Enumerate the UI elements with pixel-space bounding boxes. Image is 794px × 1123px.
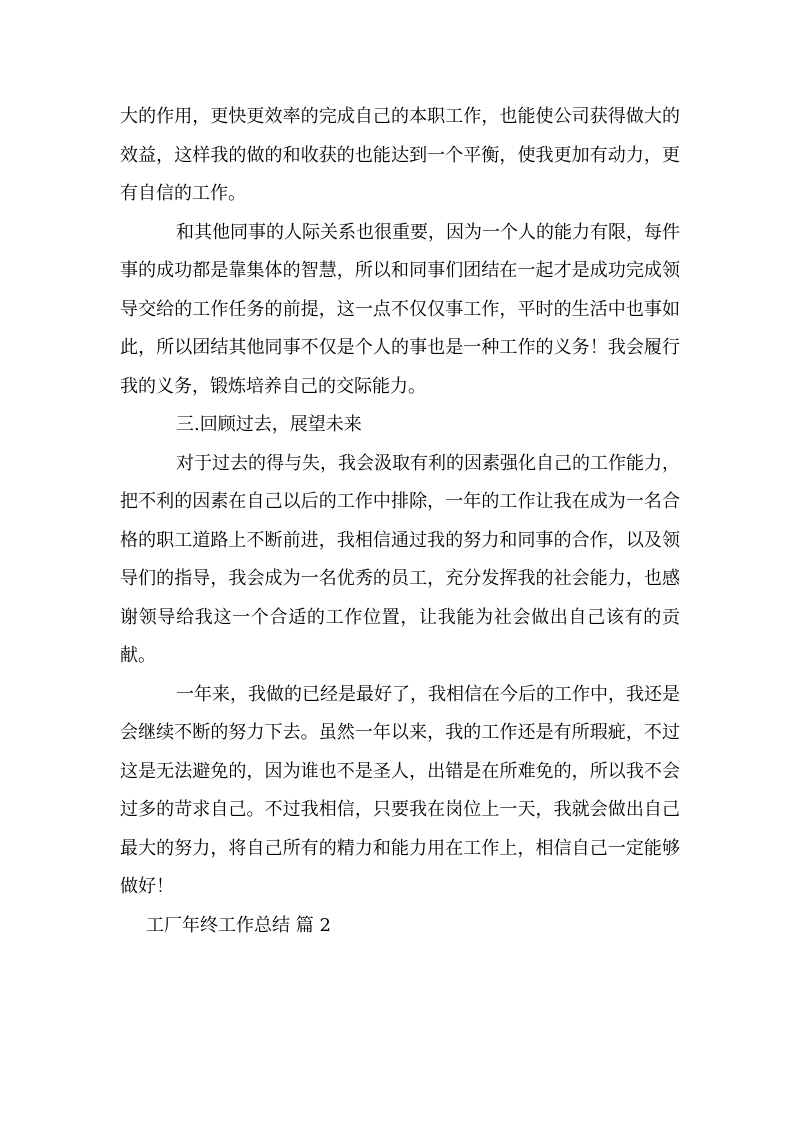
paragraph-1: 大的作用，更快更效率的完成自己的本职工作，也能使公司获得做大的效益，这样我的做的和收获的也能达到一个平衡，使我更加有动力，更有自信的工作。 bbox=[120, 106, 680, 204]
document-body bbox=[120, 98, 680, 945]
paragraph-2: 和其他同事的人际关系也很重要，因为一个人的能力有限，每件事的成功都是靠集体的智慧，所以和同事们团结在一起才是成功完成领导交给的工作任务的前提，这一点不仅仅事工作，平时的生活中也事如此，所以团结其他同事不仅是个人的事也是一种工作的义务！我会履行我的义务，锻炼培养自己的交际能力。 bbox=[120, 221, 680, 397]
subheading-review: 三.回顾过去，展望未来 bbox=[176, 414, 362, 435]
paragraph-4: 一年来，我做的已经是最好了，我相信在今后的工作中，我还是会继续不断的努力下去。虽然一年以来，我的工作还是有所瑕疵，不过这是无法避免的，因为谁也不是圣人，出错是在所难免的，所以我不会过多的苛求自己。不过我相信，只要我在岗位上一天，我就会做出自己最大的努力，将自己所有的精力和能力用在工作上，相信自己一定能够做好！ bbox=[120, 683, 680, 897]
section-title: 工厂年终工作总结 篇 2 bbox=[146, 914, 331, 936]
paragraph-3: 对于过去的得与失，我会汲取有利的因素强化自己的工作能力，把不利的因素在自己以后的工作中排除，一年的工作让我在成为一名合格的职工道路上不断前进，我相信通过我的努力和同事的合作，以及领导们的指导，我会成为一名优秀的员工，充分发挥我的社会能力，也感谢领导给我这一个合适的工作位置，让我能为社会做出自己该有的贡献。 bbox=[120, 452, 680, 666]
